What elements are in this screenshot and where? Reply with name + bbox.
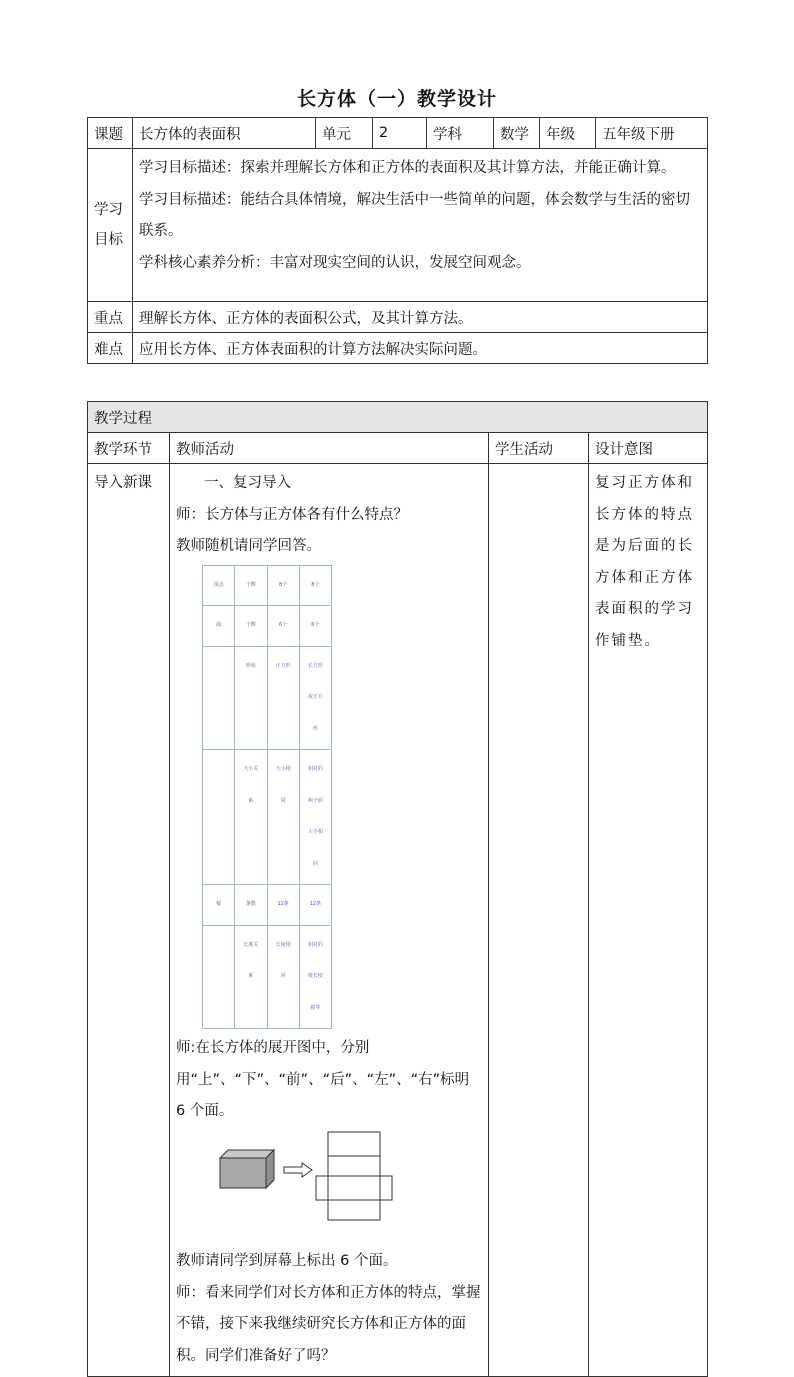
- design-line: 复习正方体和: [595, 475, 694, 491]
- design-line: 表面积的学习: [595, 601, 694, 617]
- teacher-line-6: 师：看来同学们对长方体和正方体的特点，掌握不错，接下来我继续研究长方体和正方体的面积。同学们准备好了吗？: [176, 1284, 481, 1364]
- cmp-cell: 大小相同: [267, 750, 299, 885]
- process-title: 教学过程: [88, 402, 708, 433]
- goals-label-line-1: 学习: [94, 202, 123, 218]
- design-line: 是为后面的长: [595, 538, 694, 554]
- design-intent: [589, 464, 708, 1377]
- cmp-cell: 正方形: [267, 646, 299, 750]
- design-line: 方体和正方体: [595, 569, 694, 586]
- cmp-cell: 大小关系: [235, 750, 267, 885]
- goal-3: 学科核心素养分析：丰富对现实空间的认识，发展空间观念。: [139, 254, 531, 271]
- col-student: 学生活动: [489, 433, 589, 464]
- unit-label: 单元: [316, 118, 373, 149]
- cmp-cell: [203, 925, 235, 1029]
- cmp-cell: 长度相同: [267, 925, 299, 1029]
- cmp-cell: 12条: [299, 885, 331, 926]
- subject-label: 学科: [427, 118, 494, 149]
- cmp-cell: 8个: [267, 565, 299, 606]
- unit-value: 2: [373, 118, 427, 149]
- cmp-cell: 形状: [235, 646, 267, 750]
- goals-label: [88, 149, 133, 302]
- difficulty-label: 难点: [88, 333, 133, 364]
- design-line: 长方体的特点: [595, 506, 694, 523]
- key-value: 理解长方体、正方体的表面积公式，及其计算方法。: [133, 302, 708, 333]
- cmp-cell: 长方形或正方形: [299, 646, 331, 750]
- cuboid-icon: [220, 1150, 274, 1188]
- col-design: 设计意图: [589, 433, 708, 464]
- cmp-cell: 相对的两个面大小相同: [299, 750, 331, 885]
- difficulty-value: 应用长方体、正方体表面积的计算方法解决实际问题。: [133, 333, 708, 364]
- cmp-cell: 个数: [235, 606, 267, 647]
- cmp-cell: 棱: [203, 885, 235, 926]
- cmp-cell: 6个: [299, 606, 331, 647]
- goal-2: 学习目标描述：能结合具体情境，解决生活中一些简单的问题，体会数学与生活的密切联系。: [139, 191, 690, 239]
- teacher-activity: [170, 464, 489, 1377]
- compare-table-figure: [202, 565, 482, 1030]
- goals-label-line-2: 目标: [94, 232, 123, 248]
- teacher-line-2: 师：长方体与正方体各有什么特点？: [176, 506, 408, 523]
- cuboid-net-illustration: [216, 1130, 396, 1230]
- student-activity: [489, 464, 589, 1377]
- doc-title: 长方体（一）教学设计: [296, 88, 497, 110]
- cmp-cell: 顶点: [203, 565, 235, 606]
- teacher-line-1: 一、复习导入: [204, 475, 291, 491]
- cmp-cell: 6个: [267, 606, 299, 647]
- grade-label: 年级: [540, 118, 596, 149]
- process-table: [87, 401, 708, 1377]
- net-diagram: [316, 1132, 392, 1220]
- cmp-cell: 条数: [235, 885, 267, 926]
- subject-value: 数学: [494, 118, 540, 149]
- cmp-cell: 面: [203, 606, 235, 647]
- key-label: 重点: [88, 302, 133, 333]
- col-teacher: 教师活动: [170, 433, 489, 464]
- cuboid-net-figure: [216, 1130, 482, 1243]
- teacher-line-3: 教师随机请同学回答。: [176, 538, 321, 554]
- goals-cell: [133, 149, 708, 302]
- cmp-cell: 相对的棱长度相等: [299, 925, 331, 1029]
- info-table: [87, 117, 708, 364]
- goal-1: 学习目标描述：探索并理解长方体和正方体的表面积及其计算方法，并能正确计算。: [139, 160, 676, 176]
- cmp-cell: 个数: [235, 565, 267, 606]
- teacher-line-4: 师:在长方体的展开图中，分别用“上”、“下”、“前”、“后”、“左”、“右”标明 6 个面。: [176, 1040, 470, 1119]
- cmp-cell: 12条: [267, 885, 299, 926]
- col-stage: 教学环节: [88, 433, 170, 464]
- cmp-cell: 8个: [299, 565, 331, 606]
- stage-cell: 导入新课: [88, 464, 170, 1377]
- cmp-cell: [203, 646, 235, 750]
- cmp-cell: 长度关系: [235, 925, 267, 1029]
- compare-table: [202, 565, 332, 1030]
- topic-value: 长方体的表面积: [133, 118, 316, 149]
- design-line: 作铺垫。: [595, 632, 661, 649]
- topic-label: 课题: [88, 118, 133, 149]
- cmp-cell: [203, 750, 235, 885]
- grade-value: 五年级下册: [596, 118, 708, 149]
- arrow-right-icon: [284, 1163, 312, 1177]
- teacher-line-5: 教师请同学到屏幕上标出 6 个面。: [176, 1253, 398, 1269]
